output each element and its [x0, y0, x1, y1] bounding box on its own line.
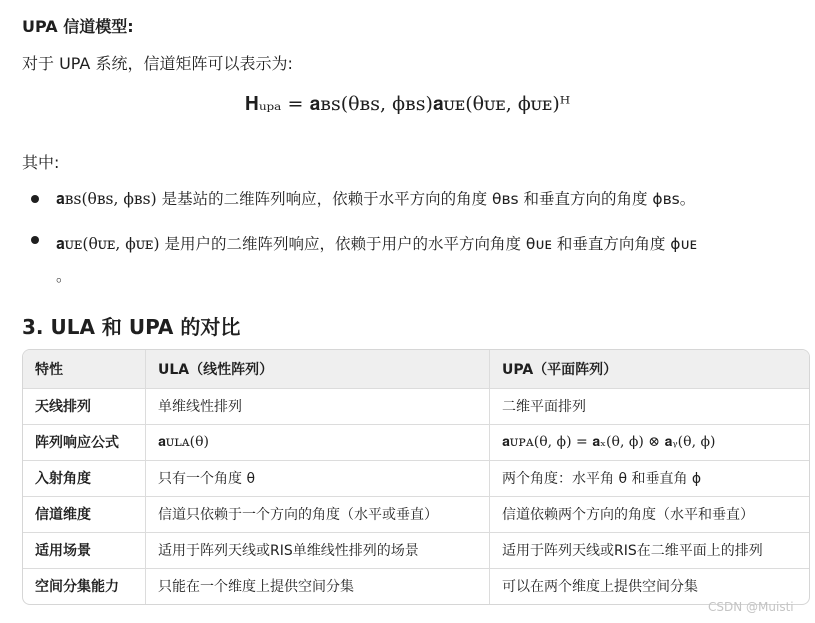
ula-cell: 只能在一个维度上提供空间分集: [146, 568, 490, 604]
bs-response-symbol: 𝐚ʙꜱ(θʙꜱ, ϕʙꜱ): [56, 190, 157, 208]
table-row: [23, 388, 809, 424]
intro-text: 对于 UPA 系统，信道矩阵可以表示为:: [22, 54, 293, 73]
bullet-ue-response: [56, 228, 806, 292]
upa-cell: 二维平面排列: [490, 388, 810, 424]
bullet-dot: [31, 236, 39, 244]
ula-cell: 单维线性排列: [146, 388, 490, 424]
upa-cell: 适用于阵列天线或RIS在二维平面上的排列: [490, 532, 810, 568]
ula-cell: 只有一个角度 θ: [146, 460, 490, 496]
upa-cell: 可以在两个维度上提供空间分集: [502, 579, 698, 596]
header-upa: UPA（平面阵列）: [490, 350, 810, 388]
table-row: [23, 496, 809, 532]
table-header-row: [23, 350, 809, 388]
ue-response-symbol: 𝐚ᴜᴇ(θᴜᴇ, ϕᴜᴇ): [56, 235, 160, 253]
upa-cell: 𝐚ᴜᴘᴀ(θ, ϕ) = 𝐚ₓ(θ, ϕ) ⊗ 𝐚ᵧ(θ, ϕ): [490, 424, 810, 460]
ula-cell: 适用于阵列天线或RIS单维线性排列的场景: [146, 532, 490, 568]
ue-response-tail: 。: [56, 267, 72, 285]
table-row: [23, 568, 809, 604]
bullet-dot: [31, 195, 39, 203]
row-label: 空间分集能力: [23, 568, 146, 604]
ula-cell: 信道只依赖于一个方向的角度（水平或垂直）: [146, 496, 490, 532]
where-label: 其中:: [22, 153, 60, 172]
table-row: [23, 532, 809, 568]
row-label: 信道维度: [23, 496, 146, 532]
table-row: [23, 460, 809, 496]
upa-cell: 信道依赖两个方向的角度（水平和垂直）: [490, 496, 810, 532]
section-title: 3. ULA 和 UPA 的对比: [22, 315, 241, 339]
channel-matrix-formula: 𝐇ᵤₚₐ = 𝐚ʙꜱ(θʙꜱ, ϕʙꜱ)𝐚ᴜᴇ(θᴜᴇ, ϕᴜᴇ)ᴴ: [244, 93, 571, 115]
row-label: 天线排列: [23, 388, 146, 424]
row-label: 入射角度: [23, 460, 146, 496]
header-feature: 特性: [23, 350, 146, 388]
row-label: 适用场景: [23, 532, 146, 568]
bullet-bs-response: [56, 187, 806, 209]
comparison-table: [22, 349, 810, 605]
ula-cell: 𝐚ᴜʟᴀ(θ): [146, 424, 490, 460]
upa-cell: 两个角度：水平角 θ 和垂直角 ϕ: [490, 460, 810, 496]
upa-channel-model-heading: UPA 信道模型:: [22, 17, 134, 36]
table-row: [23, 424, 809, 460]
bs-response-text: 是基站的二维阵列响应，依赖于水平方向的角度 θʙꜱ 和垂直方向的角度 ϕʙꜱ。: [156, 190, 696, 208]
csdn-watermark: CSDN @Muisti: [708, 600, 794, 614]
header-ula: ULA（线性阵列）: [146, 350, 490, 388]
row-label: 阵列响应公式: [23, 424, 146, 460]
ue-response-text: 是用户的二维阵列响应，依赖于用户的水平方向角度 θᴜᴇ 和垂直方向角度 ϕᴜᴇ: [159, 235, 697, 253]
